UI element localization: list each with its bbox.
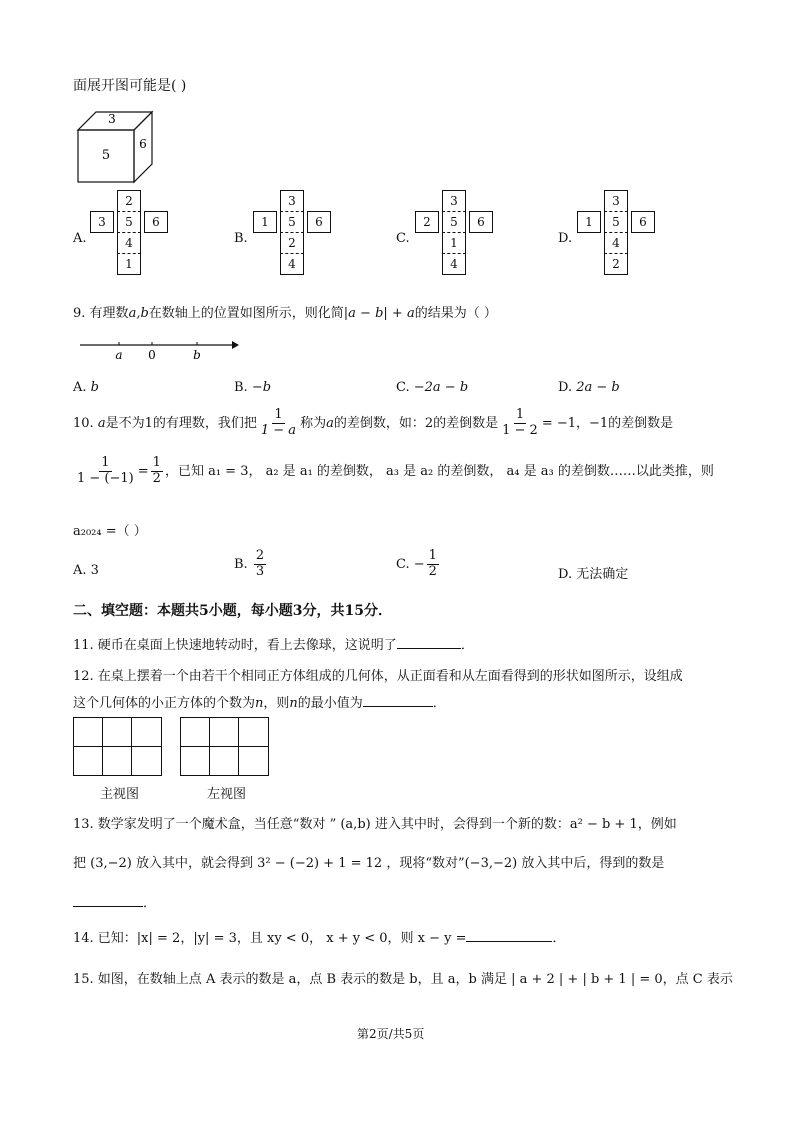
section-2-heading: 二、填空题：本题共5小题，每小题3分，共15分． [73,603,392,619]
q9-option-a: A. b [73,380,99,395]
net-cell-center: 5 [442,211,466,233]
left-view-label: 左视图 [207,787,247,802]
q8-prompt-tail: 面展开图可能是( ) [73,78,187,94]
q9-stem: 9. 有理数a,b在数轴上的位置如图所示，则化简|a − b| + a的结果为（ ） [73,306,497,321]
q13-line1: 13. 数学家发明了一个魔术盒，当任意“数对 ” (a,b) 进入其中时，会得到一个新的数：a² − b + 1，例如 [73,817,677,832]
net-cell-left: 1 [253,211,277,233]
q9-option-d: D. 2a − b [558,380,620,395]
q10-option-c: C. − $\frac{1}{2}$ [396,548,437,579]
net-cell-left: 1 [577,211,601,233]
q9-option-b: B. −b [234,380,272,395]
net-cell-right: 6 [631,211,655,233]
cube-front-face-label: 5 [101,148,111,163]
net-cell-below2: 4 [280,253,304,275]
q10-line3: a₂₀₂₄ =（ ） [73,524,147,539]
q8-option-d-label: D. [558,231,573,246]
net-cell-center: 5 [604,211,628,233]
net-cell-below2: 1 [117,253,141,275]
front-view-label: 主视图 [100,787,140,802]
q10-line2: $\frac{1}{1 - (-1)}$ = $\frac{1}{2}$ ，已知 a₁ = 3， a₂ 是 a₁ 的差倒数， a₃ 是 a₂ 的差倒数， a₄ 是 a₃ 的差倒数……以此类推，则 [77,455,714,486]
net-cell-top: 2 [117,190,141,212]
q10-option-b: B. $\frac{2}{3}$ [234,548,265,579]
net-cell-below1: 4 [117,232,141,254]
q11-stem: 11. 硬币在桌面上快速地转动时，看上去像球，这说明了 ． [73,638,474,653]
q10-line1: 10. a是不为1的有理数，我们把 $\frac{1}{1 - a}$ 称为a的差倒数，如：2的差倒数是 $\frac{1}{1 - 2}$ = −1，−1的差倒数是 [73,407,674,438]
axis-label-zero: 0 [148,348,156,362]
net-cell-below1: 4 [604,232,628,254]
q8-option-a-label: A. [73,231,87,246]
cube-figure [76,108,154,184]
net-cell-right: 6 [307,211,331,233]
net-cell-center: 5 [117,211,141,233]
net-cell-top: 3 [604,190,628,212]
q15-stem: 15. 如图，在数轴上点 A 表示的数是 a，点 B 表示的数是 b，且 a，b 满足 | a + 2 | + | b + 1 | = 0，点 C 表示 [73,972,733,987]
front-view-grid [73,717,162,776]
q9-number-line [80,336,240,362]
page-footer: 第2页/共5页 [357,1027,425,1041]
axis-label-a: a [115,348,123,362]
net-cell-below2: 4 [442,253,466,275]
q10-option-d: D. 无法确定 [558,567,629,582]
q14-stem: 14. 已知：|x| = 2，|y| = 3，且 xy < 0， x + y < 0，则 x − y = ． [73,931,566,946]
q12-line1: 12. 在桌上摆着一个由若干个相同正方体组成的几何体，从正面看和从左面看得到的形状如图所示，设组成 [73,669,683,684]
net-cell-below2: 2 [604,253,628,275]
q8-option-b-label: B. [234,231,248,246]
net-cell-top: 3 [280,190,304,212]
net-cell-center: 5 [280,211,304,233]
net-cell-below1: 2 [280,232,304,254]
net-cell-top: 3 [442,190,466,212]
cube-side-face-label: 6 [139,137,147,151]
left-view-grid [180,717,269,776]
q13-line3: ． [73,892,156,911]
net-cell-right: 6 [469,211,493,233]
q9-option-c: C. −2a − b [396,380,469,395]
net-cell-right: 6 [144,211,168,233]
q13-line2: 把 (3,−2) 放入其中，就会得到 3² − (−2) + 1 = 12 ，现将“数对”(−3,−2) 放入其中后，得到的数是 [73,856,665,871]
q10-option-a: A. 3 [73,563,99,578]
net-cell-left: 2 [415,211,439,233]
cube-top-face-label: 3 [108,112,116,126]
q8-option-c-label: C. [396,231,410,246]
net-cell-left: 3 [90,211,114,233]
net-cell-below1: 1 [442,232,466,254]
q12-line2: 这个几何体的小正方体的个数为n，则n的最小值为 ． [73,696,446,711]
axis-label-b: b [193,348,201,362]
